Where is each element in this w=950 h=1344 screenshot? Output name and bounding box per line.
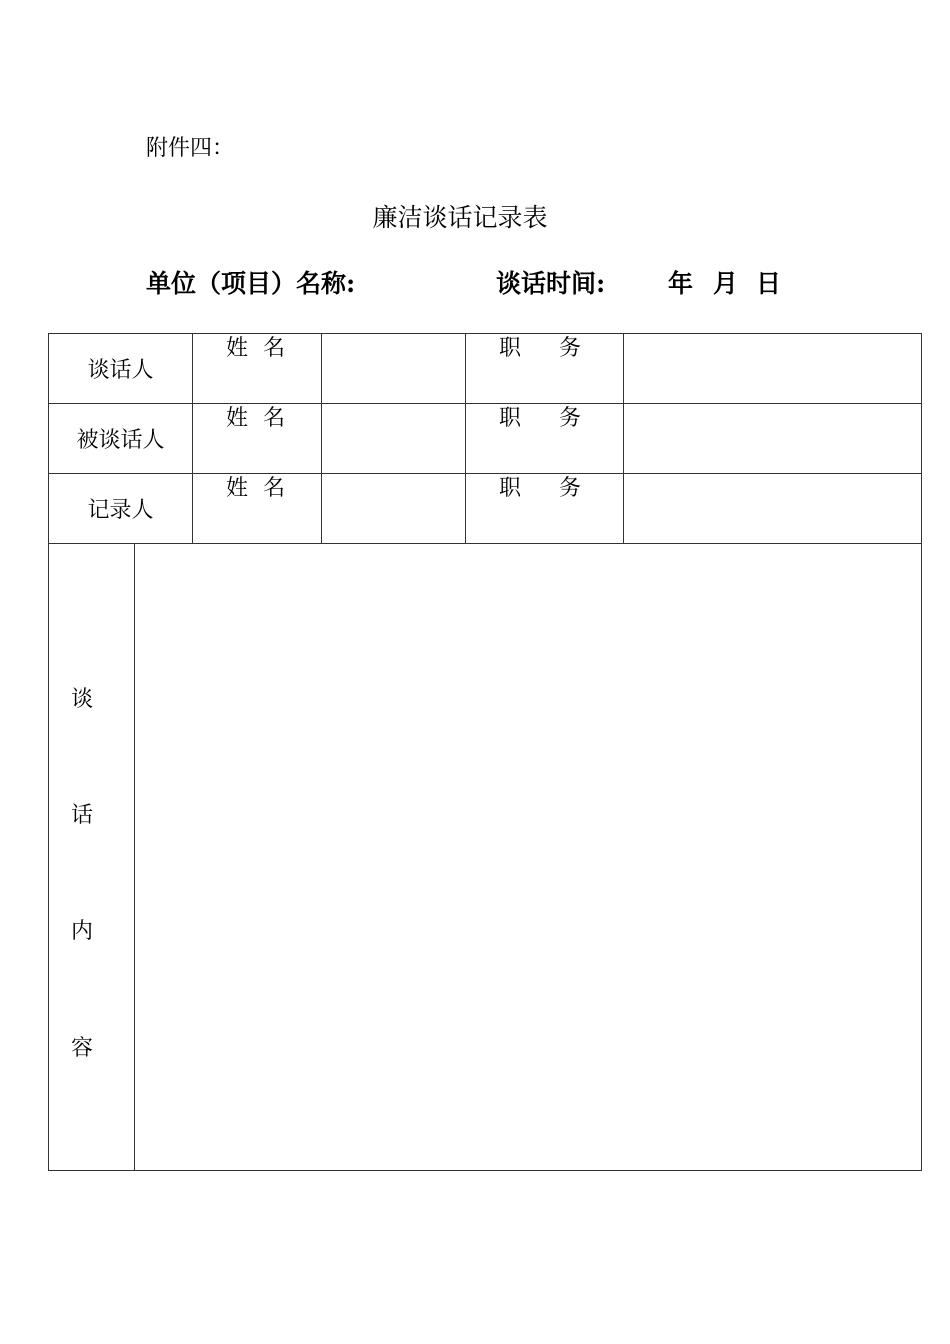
role-label: 谈话人: [87, 358, 154, 383]
talk-time-label: 谈话时间:: [496, 269, 606, 298]
duty-label-char: 职: [499, 406, 522, 431]
table-row: [49, 474, 922, 544]
name-label-cell: [193, 474, 322, 544]
duty-label-cell: [466, 334, 624, 404]
content-label-char: 话: [71, 803, 94, 828]
interviewer-role-cell: [49, 334, 193, 404]
name-label-char: 名: [263, 406, 286, 431]
date-day-label: 日: [756, 269, 782, 298]
unit-name-label: 单位（项目）名称:: [146, 269, 356, 298]
recorder-role-cell: [49, 474, 193, 544]
role-label: 记录人: [87, 498, 154, 523]
content-label-char: 容: [71, 1036, 94, 1061]
name-label-cell: [193, 334, 322, 404]
table-row: [49, 334, 922, 404]
date-year-label: 年: [668, 269, 694, 298]
interviewee-role-cell: [49, 404, 193, 474]
date-month-label: 月: [713, 269, 739, 298]
duty-label-char: 职: [499, 476, 522, 501]
recorder-name-field[interactable]: [322, 474, 466, 544]
content-label-char: 内: [71, 919, 94, 944]
interviewer-duty-field[interactable]: [624, 334, 922, 404]
duty-label-char: 务: [559, 336, 582, 361]
name-label-char: 姓: [226, 476, 249, 501]
duty-label-cell: [466, 474, 624, 544]
table-row: [49, 404, 922, 474]
content-label-char: 谈: [71, 687, 94, 712]
role-label: 被谈话人: [76, 428, 165, 453]
record-table: [48, 333, 922, 1171]
recorder-duty-field[interactable]: [624, 474, 922, 544]
name-label-char: 名: [263, 476, 286, 501]
name-label-char: 名: [263, 336, 286, 361]
duty-label-char: 务: [559, 476, 582, 501]
name-label-char: 姓: [226, 406, 249, 431]
duty-label-char: 务: [559, 406, 582, 431]
interviewee-name-field[interactable]: [322, 404, 466, 474]
talk-content-field[interactable]: [135, 544, 922, 1171]
interviewee-duty-field[interactable]: [624, 404, 922, 474]
duty-label-cell: [466, 404, 624, 474]
table-row: [49, 544, 922, 1171]
interviewer-name-field[interactable]: [322, 334, 466, 404]
form-title: 廉洁谈话记录表: [372, 203, 548, 232]
name-label-cell: [193, 404, 322, 474]
name-label-char: 姓: [226, 336, 249, 361]
attachment-label: 附件四：: [146, 136, 235, 161]
talk-content-label-cell: [49, 544, 135, 1171]
duty-label-char: 职: [499, 336, 522, 361]
